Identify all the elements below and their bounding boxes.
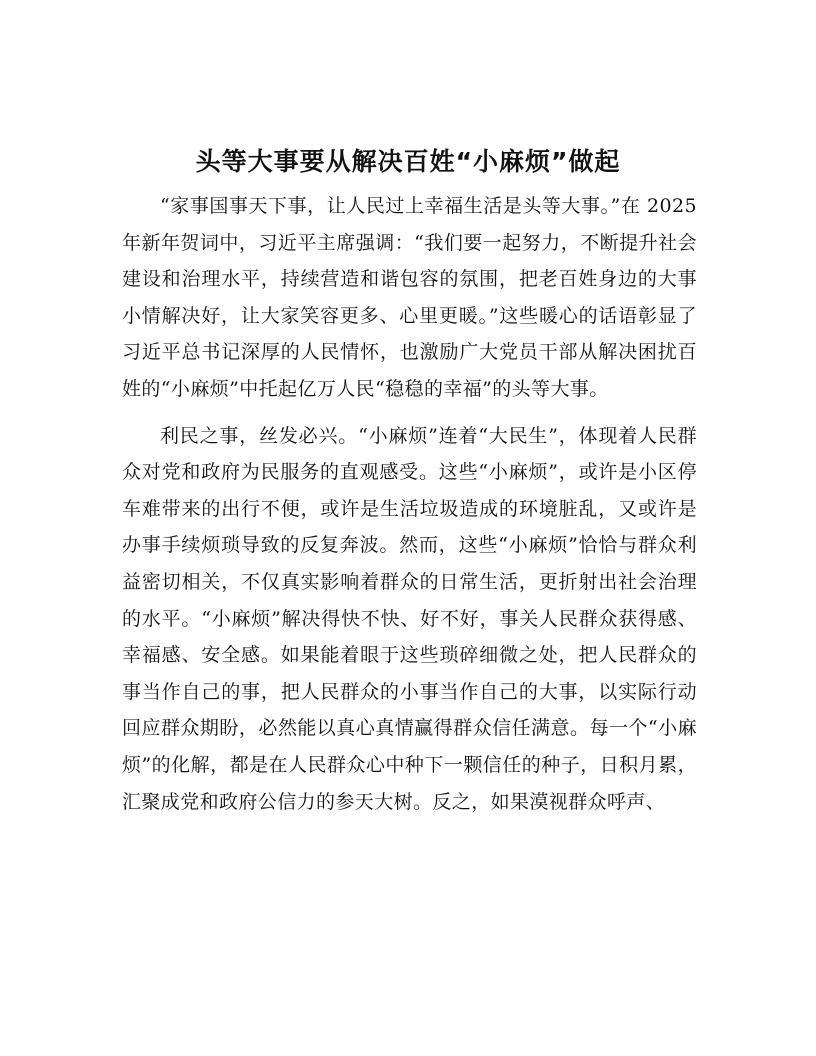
paragraph-1: “家事国事天下事，让人民过上幸福生活是头等大事。”在 2025 年新年贺词中，习近平主席强调：“我们要一起努力，不断提升社会建设和治理水平，持续营造和谐包容的氛围，把老百姓身边的大事小情解决好，让大家笑容更多、心里更暖。”这些暖心的话语彰显了习近平总书记深厚的人民情怀，也激励广大党员干部从解决困扰百姓的“小麻烦”中托起亿万人民“稳稳的幸福”的头等大事。 xyxy=(122,195,697,400)
document-title: 头等大事要从解决百姓“小麻烦”做起 xyxy=(195,147,621,176)
document-body xyxy=(122,188,697,820)
paragraph-2: 利民之事，丝发必兴。“小麻烦”连着“大民生”，体现着人民群众对党和政府为民服务的直观感受。这些“小麻烦”，或许是小区停车难带来的出行不便，或许是生活垃圾造成的环境脏乱，又或许是办事手续烦琐导致的反复奔波。然而，这些“小麻烦”恰恰与群众利益密切相关，不仅真实影响着群众的日常生活，更折射出社会治理的水平。“小麻烦”解决得快不快、好不好，事关人民群众获得感、幸福感、安全感。如果能着眼于这些琐碎细微之处，把人民群众的事当作自己的事，把人民群众的小事当作自己的大事，以实际行动回应群众期盼，必然能以真心真情赢得群众信任满意。每一个“小麻烦”的化解，都是在人民群众心中种下一颗信任的种子，日积月累，汇聚成党和政府公信力的参天大树。反之，如果漠视群众呼声、 xyxy=(122,424,697,813)
